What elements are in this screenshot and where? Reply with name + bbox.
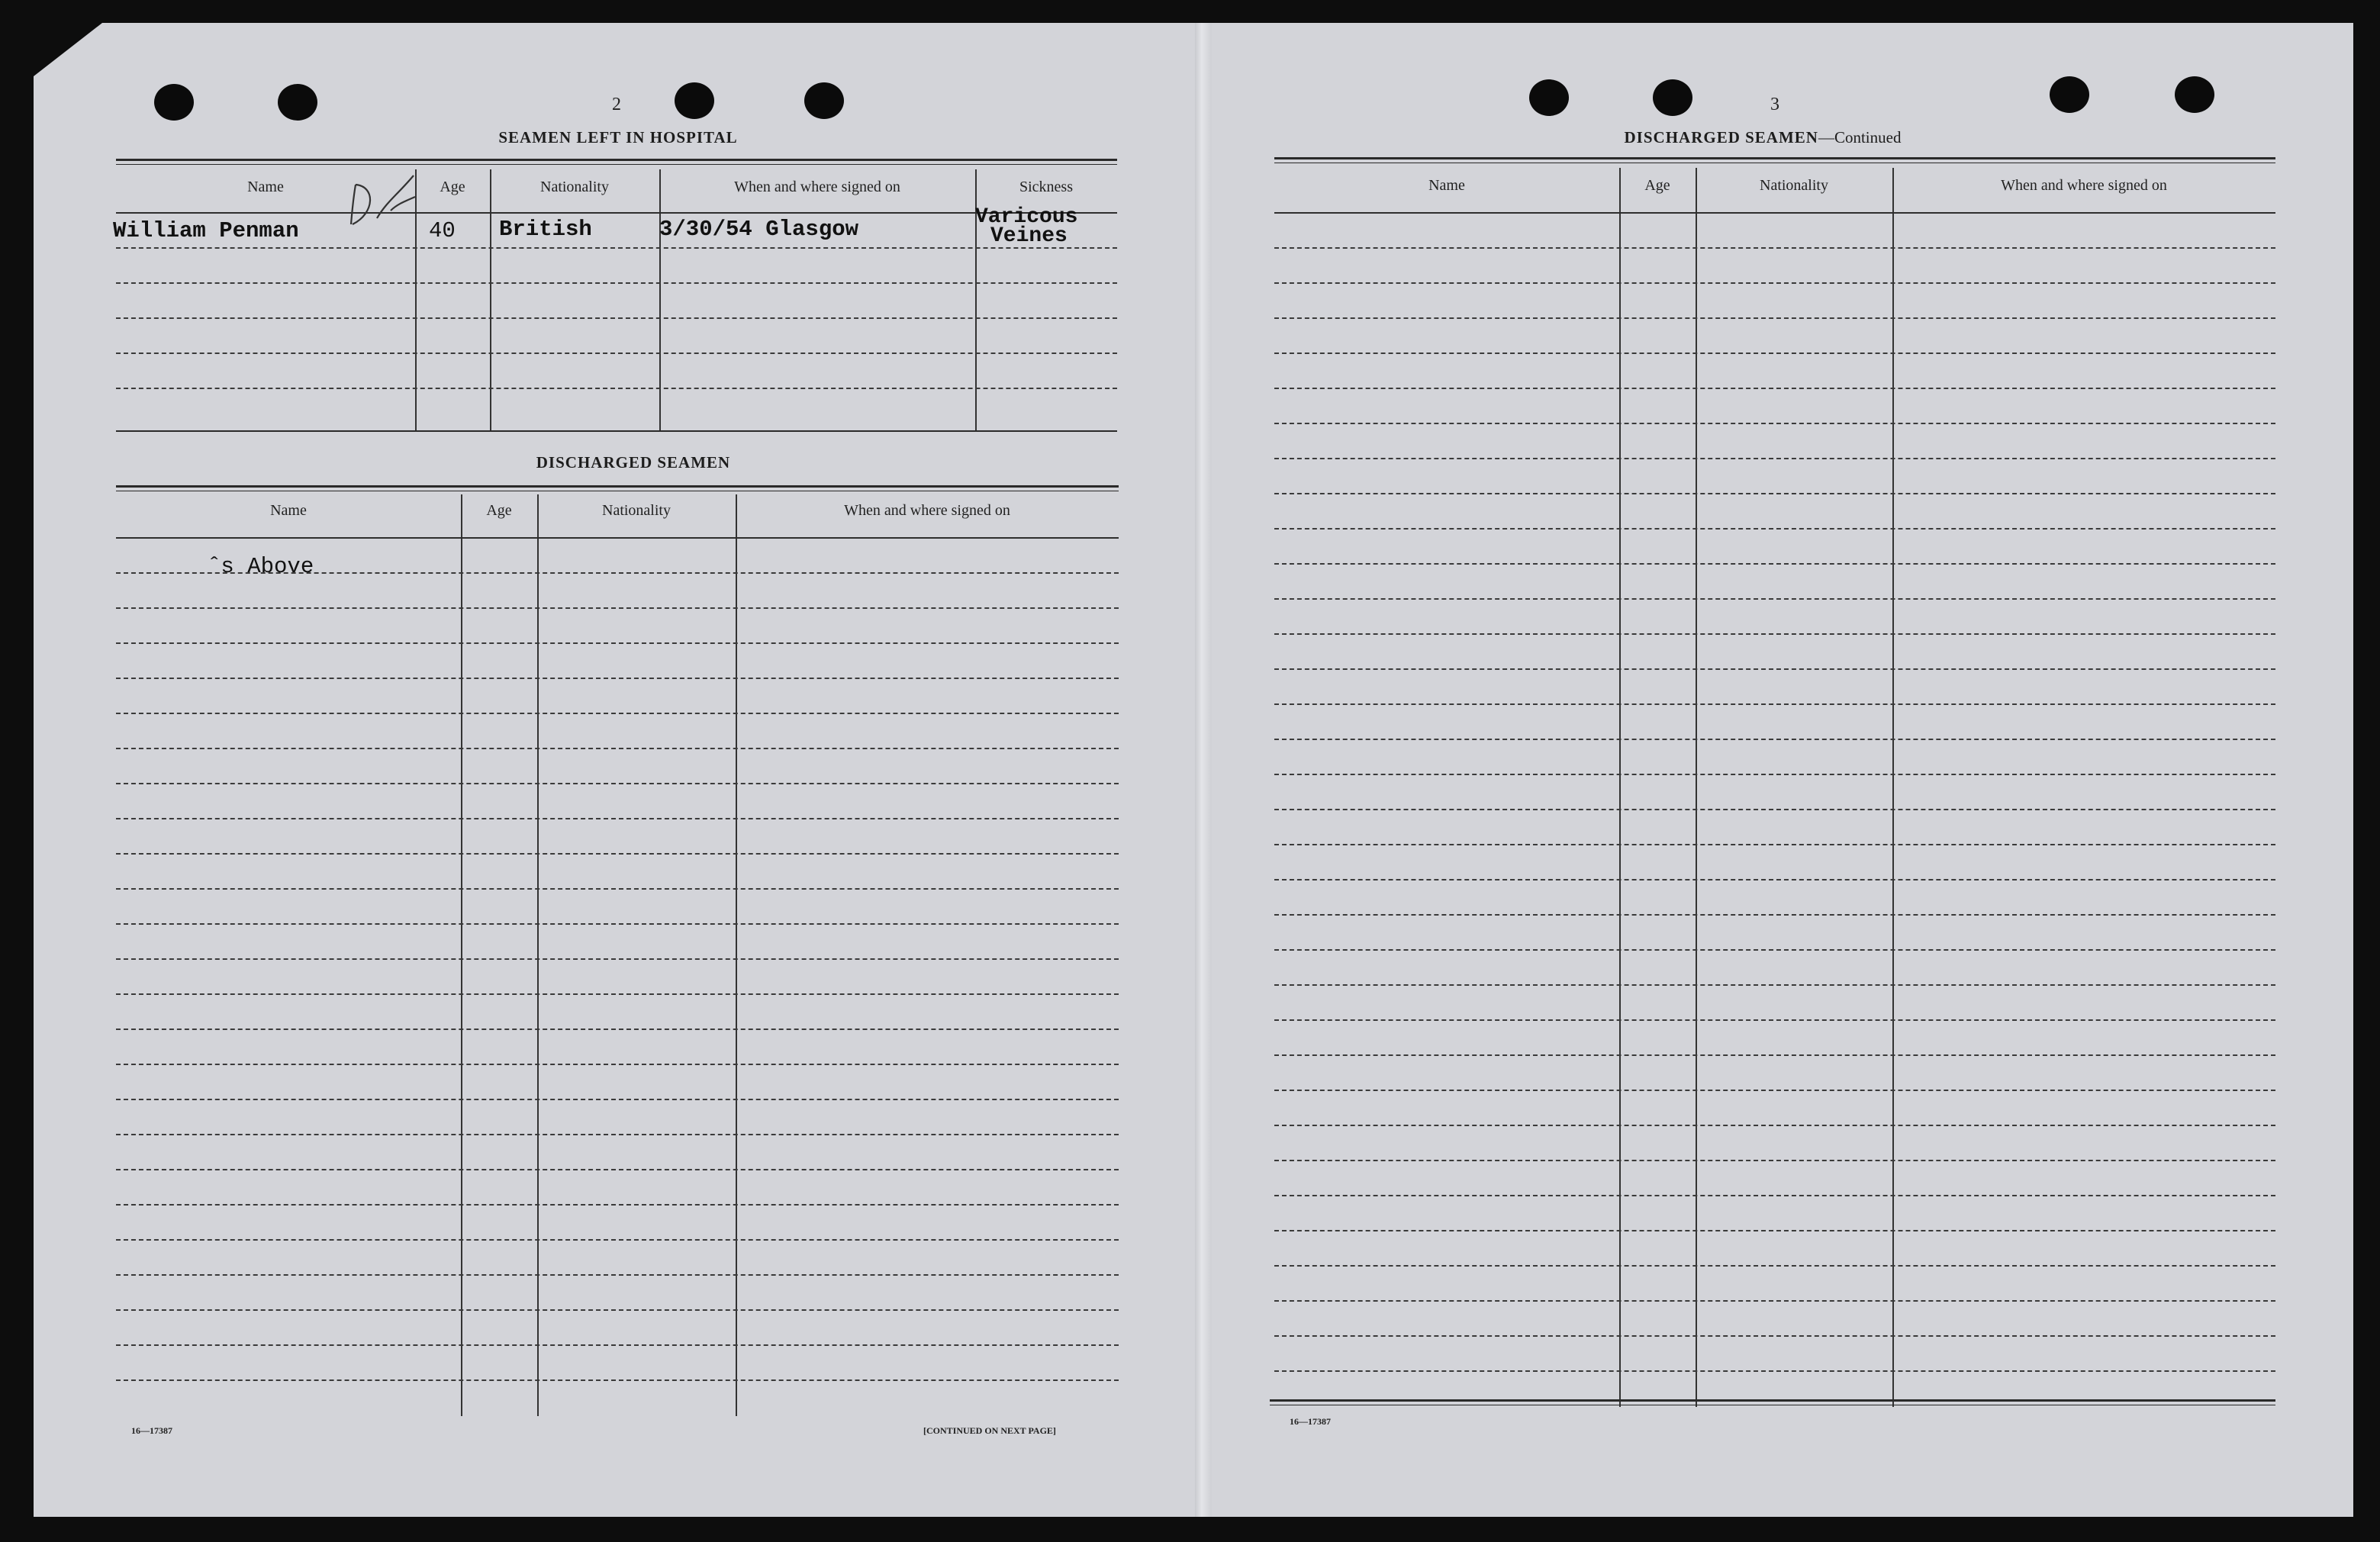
form-number-left: 16—17387 xyxy=(131,1425,172,1436)
column-header-name: Name xyxy=(247,179,284,195)
hospital-section-title: SEAMEN LEFT IN HOSPITAL xyxy=(498,128,738,146)
folded-corner xyxy=(34,23,102,76)
row-line xyxy=(1274,809,2275,810)
right-top-rule xyxy=(1274,157,2275,163)
punch-hole xyxy=(278,84,317,121)
punch-hole xyxy=(1653,79,1692,116)
row-line xyxy=(116,1064,1119,1065)
row-line xyxy=(1274,774,2275,775)
row-line xyxy=(1274,1125,2275,1126)
row-line xyxy=(1274,1195,2275,1196)
row-line xyxy=(116,1134,1119,1135)
right-title-main: DISCHARGED SEAMEN xyxy=(1624,128,1818,146)
punch-hole xyxy=(1529,79,1569,116)
row-line xyxy=(116,388,1117,389)
row-line xyxy=(1274,388,2275,389)
row-line xyxy=(1274,844,2275,845)
column-header-nationality: Nationality xyxy=(602,502,671,519)
column-header-signed-on: When and where signed on xyxy=(734,179,900,195)
row-line xyxy=(116,1379,1119,1381)
hospital-row-signed-on: 3/30/54 Glasgow xyxy=(659,217,859,242)
row-line xyxy=(116,247,1117,249)
column-divider xyxy=(490,169,491,430)
hospital-row-age: 40 xyxy=(429,218,456,243)
hospital-bottom-rule xyxy=(116,430,1117,432)
row-line xyxy=(1274,1160,2275,1161)
row-line xyxy=(1274,282,2275,284)
row-line xyxy=(116,607,1119,609)
continued-note: [CONTINUED ON NEXT PAGE] xyxy=(923,1425,1056,1436)
row-line xyxy=(1274,423,2275,424)
column-header-age: Age xyxy=(440,179,465,195)
column-header-age: Age xyxy=(486,502,512,519)
row-line xyxy=(116,1204,1119,1206)
row-line xyxy=(1274,1019,2275,1021)
punch-hole xyxy=(154,84,194,121)
page-number-left: 2 xyxy=(612,95,621,114)
hospital-row-nationality: British xyxy=(499,217,592,242)
punch-hole xyxy=(2050,76,2089,113)
row-line xyxy=(1274,949,2275,951)
column-divider xyxy=(461,494,462,1416)
right-discharged-table xyxy=(1274,168,2275,1407)
right-title-continued: —Continued xyxy=(1818,128,1902,146)
row-line xyxy=(1274,1335,2275,1337)
row-line xyxy=(116,818,1119,819)
hospital-row-name: William Penman xyxy=(113,218,299,243)
column-header-signed-on: When and where signed on xyxy=(844,502,1010,519)
row-line xyxy=(1274,1230,2275,1231)
row-line xyxy=(116,642,1119,644)
row-line xyxy=(1274,353,2275,354)
row-line xyxy=(1274,563,2275,565)
punch-hole xyxy=(2175,76,2214,113)
hospital-top-rule xyxy=(116,159,1117,165)
column-divider xyxy=(659,169,661,430)
header-underline xyxy=(116,212,1117,214)
sickness-line-2: Veines xyxy=(990,224,1068,248)
row-line xyxy=(116,317,1117,319)
row-line xyxy=(116,353,1117,354)
row-line xyxy=(1274,668,2275,670)
header-underline xyxy=(1274,212,2275,214)
row-line xyxy=(116,1309,1119,1311)
row-line xyxy=(1274,1370,2275,1372)
row-line xyxy=(116,748,1119,749)
row-line xyxy=(1274,879,2275,880)
form-number-right: 16—17387 xyxy=(1290,1416,1331,1427)
column-divider xyxy=(537,494,539,1416)
row-line xyxy=(1274,598,2275,600)
sickness-line-1: Varicous xyxy=(975,205,1078,229)
row-line xyxy=(116,1029,1119,1030)
page-gutter xyxy=(1195,23,1212,1517)
row-line xyxy=(116,713,1119,714)
row-line xyxy=(1274,633,2275,635)
row-line xyxy=(116,853,1119,855)
row-line xyxy=(116,282,1117,284)
column-header-age: Age xyxy=(1644,177,1670,194)
row-line xyxy=(116,993,1119,995)
row-line xyxy=(1274,247,2275,249)
discharged-section-title: DISCHARGED SEAMEN xyxy=(536,453,731,472)
row-line xyxy=(116,923,1119,925)
row-line xyxy=(1274,1300,2275,1302)
row-line xyxy=(116,783,1119,784)
row-line xyxy=(116,1099,1119,1100)
column-header-name: Name xyxy=(270,502,307,519)
column-header-nationality: Nationality xyxy=(1760,177,1828,194)
column-header-signed-on: When and where signed on xyxy=(2001,177,2167,194)
column-header-name: Name xyxy=(1428,177,1465,194)
row-line xyxy=(116,678,1119,679)
row-line xyxy=(1274,739,2275,740)
row-line xyxy=(1274,528,2275,530)
row-line xyxy=(1274,703,2275,705)
discharged-row-name: ˆs Above xyxy=(208,554,314,579)
row-line xyxy=(116,1169,1119,1170)
right-bottom-rule xyxy=(1270,1399,2275,1405)
punch-hole xyxy=(804,82,844,119)
row-line xyxy=(116,888,1119,890)
row-line xyxy=(1274,317,2275,319)
hospital-row-sickness xyxy=(975,205,1078,248)
header-underline xyxy=(116,537,1119,539)
punch-hole xyxy=(675,82,714,119)
row-line xyxy=(1274,914,2275,916)
row-line xyxy=(1274,1054,2275,1056)
discharged-table xyxy=(116,494,1119,1416)
row-line xyxy=(1274,458,2275,459)
column-divider xyxy=(736,494,737,1416)
row-line xyxy=(116,1239,1119,1241)
hospital-table xyxy=(116,169,1117,430)
row-line xyxy=(116,1344,1119,1346)
row-line xyxy=(116,1274,1119,1276)
row-line xyxy=(116,958,1119,960)
column-header-sickness: Sickness xyxy=(1019,179,1073,195)
discharged-top-rule xyxy=(116,485,1119,491)
row-line xyxy=(1274,1265,2275,1267)
page-number-right: 3 xyxy=(1770,95,1779,114)
row-line xyxy=(1274,1090,2275,1091)
right-section-title xyxy=(1564,128,1961,147)
handwritten-initials xyxy=(345,171,421,240)
column-header-nationality: Nationality xyxy=(540,179,609,195)
row-line xyxy=(1274,493,2275,494)
row-line xyxy=(1274,984,2275,986)
